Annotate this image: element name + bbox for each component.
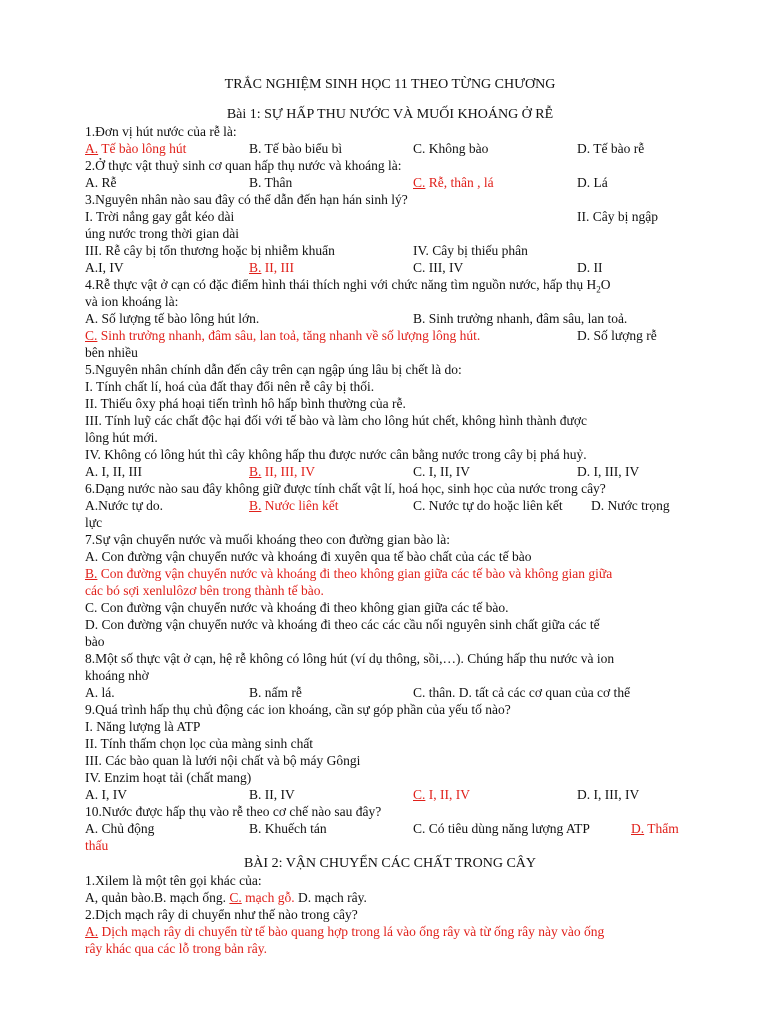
q3-option-c: C. III, IV xyxy=(413,260,464,275)
q7-option-b: B. Con đường vận chuyển nước và khoáng đi theo không gian giữa các tế bào và không gian giữa xyxy=(85,566,613,581)
q5-option-a: A. I, II, III xyxy=(85,464,142,479)
document-content xyxy=(85,76,695,957)
q3-statements-1-2 xyxy=(85,208,695,225)
q3-option-d: D. II xyxy=(577,260,603,275)
q9-option-d: D. I, III, IV xyxy=(577,787,640,802)
q8-option-b: B. nấm rễ xyxy=(249,685,302,700)
q10-option-b: B. Khuếch tán xyxy=(249,821,327,836)
q8-text: 8.Một số thực vật ở cạn, hệ rễ không có lông hút (ví dụ thông, sồi,…). Chúng hấp thu nước và ion xyxy=(85,651,615,666)
q1-option-a: A. Tế bào lông hút xyxy=(85,141,187,156)
q9-statement-i: I. Năng lượng là ATP xyxy=(85,719,201,734)
q1-option-d: D. Tế bào rễ xyxy=(577,141,645,156)
q4-option-d-cont: bên nhiều xyxy=(85,345,138,360)
q6-option-c: C. Nước tự do hoặc liên kết xyxy=(413,498,563,513)
q6-option-a: A.Nước tự do. xyxy=(85,498,164,513)
q9-option-a: A. I, IV xyxy=(85,787,127,802)
q9-option-b: B. II, IV xyxy=(249,787,295,802)
q8-option-a: A. lá. xyxy=(85,685,115,700)
q4-options-cd xyxy=(85,327,695,344)
q10-option-c: C. Có tiêu dùng năng lượng ATP xyxy=(413,821,590,836)
q9-options xyxy=(85,786,695,803)
q6-option-b: B. Nước liên kết xyxy=(249,498,339,513)
q9-option-c: C. I, II, IV xyxy=(413,787,470,802)
q4-options-ab xyxy=(85,310,695,327)
q6-text: 6.Dạng nước nào sau đây không giữ được tính chất vật lí, hoá học, sinh học của nước trong cây? xyxy=(85,481,606,496)
q9-statement-ii: II. Tính thấm chọn lọc của màng sinh chất xyxy=(85,736,314,751)
q1-options xyxy=(85,140,695,157)
q10-option-d: D. Thẩm xyxy=(631,821,679,836)
q8-option-c: C. thân. D. tất cả các cơ quan của cơ thể xyxy=(413,685,631,700)
q7-text: 7.Sự vận chuyển nước và muối khoáng theo con đường gian bào là: xyxy=(85,532,451,547)
b2q1-option-c: C. mạch gỗ. xyxy=(229,890,295,905)
q4-option-c: C. Sinh trưởng nhanh, đâm sâu, lan toả, tăng nhanh về số lượng lông hút. xyxy=(85,328,481,343)
q4-text-cont: và ion khoáng là: xyxy=(85,294,179,309)
q10-options xyxy=(85,820,695,837)
q7-option-d-cont: bào xyxy=(85,634,105,649)
q3-statements-3-4 xyxy=(85,242,695,259)
q8-options xyxy=(85,684,695,701)
q8-text-cont: khoáng nhờ xyxy=(85,668,149,683)
document-title: TRẮC NGHIỆM SINH HỌC 11 THEO TỪNG CHƯƠNG xyxy=(224,77,556,92)
q5-text: 5.Nguyên nhân chính dẫn đến cây trên cạn ngập úng lâu bị chết là do: xyxy=(85,362,462,377)
q3-statement-ii: II. Cây bị ngập xyxy=(577,209,658,224)
q3-statement-iii: III. Rễ cây bị tổn thương hoặc bị nhiễm khuẩn xyxy=(85,243,335,258)
q7-option-c: C. Con đường vận chuyển nước và khoáng đi theo không gian giữa các tế bào. xyxy=(85,600,509,615)
q2-option-b: B. Thân xyxy=(249,175,293,190)
q7-option-b-cont: các bó sợi xenlulôzơ bên trong thành tế bào. xyxy=(85,583,324,598)
q6-option-d: D. Nước trọng xyxy=(591,498,670,513)
bai2-heading: BÀI 2: VẬN CHUYỂN CÁC CHẤT TRONG CÂY xyxy=(243,856,537,871)
q10-option-d-cont: thấu xyxy=(85,838,109,853)
q9-text: 9.Quá trình hấp thụ chủ động các ion khoáng, cần sự góp phần của yếu tố nào? xyxy=(85,702,511,717)
q4-text: 4.Rễ thực vật ở cạn có đặc điểm hình thái thích nghi với chức năng tìm nguồn nước, hấp thụ $H_2O$ xyxy=(85,277,611,295)
b2q2-option-a-cont: rây khác qua các lỗ trong bản rây. xyxy=(85,941,268,956)
q5-options xyxy=(85,463,695,480)
q6-option-d-cont: lực xyxy=(85,515,103,530)
q3-options xyxy=(85,259,695,276)
q1-option-c: C. Không bào xyxy=(413,141,489,156)
q6-options xyxy=(85,497,695,514)
q2-options xyxy=(85,174,695,191)
b2q1-text: 1.Xilem là một tên gọi khác của: xyxy=(85,873,262,888)
q2-option-a: A. Rễ xyxy=(85,175,117,190)
q3-statement-i: I. Trời nắng gay gắt kéo dài xyxy=(85,209,235,224)
bai1-heading: Bài 1: SỰ HẤP THU NƯỚC VÀ MUỐI KHOÁNG Ở RỄ xyxy=(226,107,554,122)
q4-option-a: A. Số lượng tế bào lông hút lớn. xyxy=(85,311,260,326)
q3-option-a: A.I, IV xyxy=(85,260,124,275)
q2-text: 2.Ở thực vật thuỷ sinh cơ quan hấp thụ nước và khoáng là: xyxy=(85,158,402,173)
q7-option-d: D. Con đường vận chuyển nước và khoáng đi theo các các cầu nối nguyên sinh chất giữa các tế xyxy=(85,617,600,632)
q5-option-d: D. I, III, IV xyxy=(577,464,640,479)
q4-option-b: B. Sinh trưởng nhanh, đâm sâu, lan toả. xyxy=(413,311,628,326)
q9-statement-iii: III. Các bào quan là lưới nội chất và bộ máy Gôngi xyxy=(85,753,361,768)
q4-option-d: D. Số lượng rễ xyxy=(577,328,657,343)
q2-option-d: D. Lá xyxy=(577,175,608,190)
q7-option-a: A. Con đường vận chuyển nước và khoáng đi xuyên qua tế bào chất của các tế bào xyxy=(85,549,532,564)
q3-statement-iv: IV. Cây bị thiếu phân xyxy=(413,243,528,258)
q10-text: 10.Nước được hấp thụ vào rễ theo cơ chế nào sau đây? xyxy=(85,804,382,819)
b2q2-option-a: A. Dịch mạch rây di chuyển từ tế bào quang hợp trong lá vào ống rây và từ ống rây này vào ống xyxy=(85,924,605,939)
q5-statement-iii: III. Tính luỹ các chất độc hại đối với tế bào và làm cho lông hút chết, không hình thành được xyxy=(85,413,587,428)
q10-option-a: A. Chủ động xyxy=(85,821,155,836)
q5-statement-i: I. Tính chất lí, hoá của đất thay đổi nên rễ cây bị thối. xyxy=(85,379,375,394)
q3-option-b: B. II, III xyxy=(249,260,294,275)
q5-statement-ii: II. Thiếu ôxy phá hoại tiến trình hô hấp bình thường của rễ. xyxy=(85,396,406,411)
q3-statement-ii-cont: úng nước trong thời gian dài xyxy=(85,226,239,241)
q1-text: 1.Đơn vị hút nước của rễ là: xyxy=(85,124,237,139)
q5-option-c: C. I, II, IV xyxy=(413,464,470,479)
b2q2-text: 2.Dịch mạch rây di chuyển như thế nào trong cây? xyxy=(85,907,358,922)
q9-statement-iv: IV. Enzim hoạt tải (chất mang) xyxy=(85,770,252,785)
q5-statement-iv: IV. Không có lông hút thì cây không hấp thu được nước cân bằng nước trong cây bị phá huỷ. xyxy=(85,447,587,462)
b2q1-options: A, quản bào.B. mạch ống. C. mạch gỗ. D. mạch rây. xyxy=(85,890,367,905)
q5-option-b: B. II, III, IV xyxy=(249,464,315,479)
q5-statement-iii-cont: lông hút mới. xyxy=(85,430,158,445)
q3-text: 3.Nguyên nhân nào sau đây có thể dẫn đến hạn hán sinh lý? xyxy=(85,192,408,207)
q2-option-c: C. Rễ, thân , lá xyxy=(413,175,494,190)
q1-option-b: B. Tế bào biểu bì xyxy=(249,141,343,156)
